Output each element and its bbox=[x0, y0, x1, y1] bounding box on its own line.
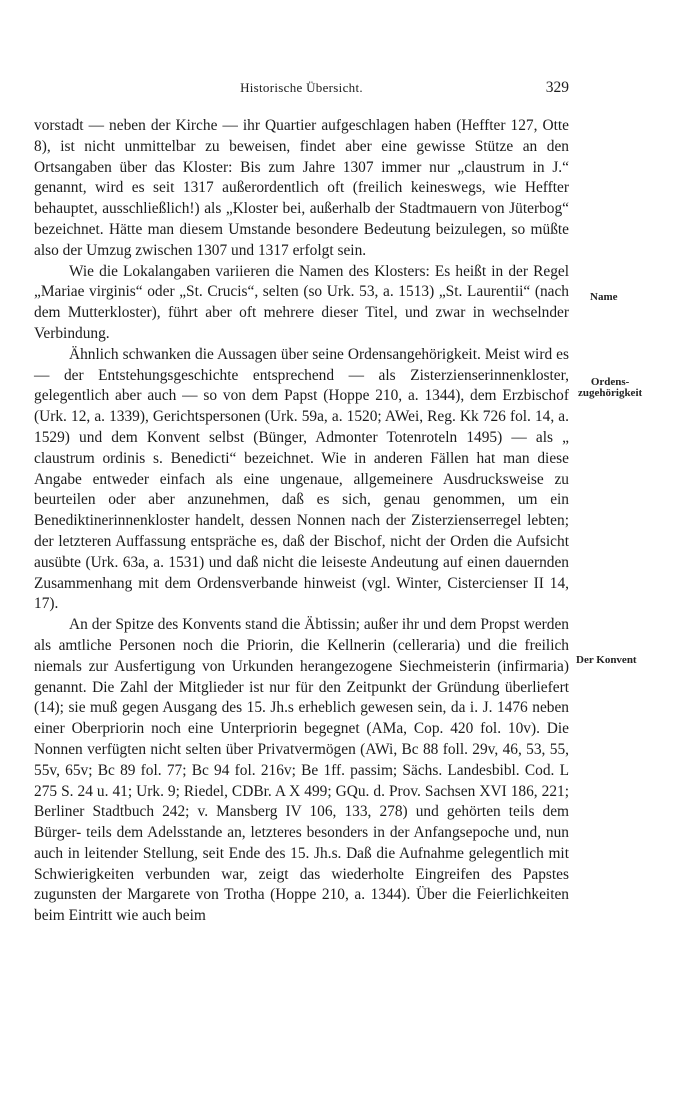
paragraph-ordenszugehoerigkeit: Ähnlich schwanken die Aussagen über seine Ordensangehörigkeit. Meist wird es — der Entstehungsgeschichte entsprechend — als Zisterzienserinnenkloster, gelegentlich aber auch — so von dem Papst (Hoppe 210, a. 1344), dem Erzbischof (Urk. 12, a. 1339), Gerichtspersonen (Urk. 59a, a. 1520; AWei, Reg. Kk 726 fol. 14, a. 1529) und dem Konvent selbst (Bünger, Admonter Totenroteln 1495) — als „ claustrum ordinis s. Benedicti“ bezeichnet. Wie in anderen Fällen hat man diese Angabe entweder einfach als eine ungenaue, allgemeinere Ausdrucksweise zu beurteilen oder aber anzunehmen, daß es sich, genau genommen, um ein Benediktinerinnenkloster handelt, dessen Nonnen nach der Zisterzienserregel lebten; der letzteren Auffassung entspräche es, daß der Bischof, nicht der Orden die Aufsicht ausübte (Urk. 63a, a. 1531) und daß nicht die leiseste Andeutung auf einen dauernden Zusammenhang mit dem Ordensverbande hinweist (vgl. Winter, Cistercienser II 14, 17). bbox=[34, 345, 569, 613]
margin-note-name: Name bbox=[590, 291, 618, 303]
paragraph-name: Wie die Lokalangaben variieren die Namen des Klosters: Es heißt in der Regel „Mariae virginis“ oder „St. Crucis“, selten (so Urk. 53, a. 1513) „St. Laurentii“ (nach dem Mutterkloster), führt aber oft mehrere dieser Titel, und zwar in wechselnder Verbindung. bbox=[34, 262, 569, 342]
page-number: 329 bbox=[545, 79, 569, 96]
body-text bbox=[34, 116, 569, 927]
paragraph-continuation: vorstadt — neben der Kirche — ihr Quartier aufgeschlagen haben (Heffter 127, Otte 8), ist nicht unmittelbar zu beweisen, findet aber eine gewisse Stütze an den Ortsangaben über das Kloster: Bis zum Jahre 1307 immer nur „claustrum in J.“ genannt, wird es seit 1317 außerordentlich oft (freilich keineswegs, wie Heffter behauptet, ausschließlich!) als „Kloster bei, außerhalb der Stadtmauern von Jüterbog“ bezeichnet. Hätte man diesem Umstande besondere Bedeutung beizulegen, so müßte also der Umzug zwischen 1307 und 1317 erfolgt sein. bbox=[34, 117, 569, 259]
margin-note-konvent: Der Konvent bbox=[576, 654, 637, 666]
paragraph-konvent: An der Spitze des Konvents stand die Äbtissin; außer ihr und dem Propst werden als amtliche Personen noch die Priorin, die Kellnerin (celleraria) und die freilich niemals zur Ausfertigung von Urkunden herangezogene Siechmeisterin (infirmaria) genannt. Die Zahl der Mitglieder ist nur für den Zeitpunkt der Gründung überliefert (14); sie muß gegen Ausgang des 15. Jh.s erheblich gewesen sein, da i. J. 1476 neben einer Oberpriorin noch eine Unterpriorin begegnet (AMa, Cop. 420 fol. 10v). Die Nonnen verfügten nicht selten über Privatvermögen (AWi, Bc 88 foll. 29v, 46, 53, 55, 55v, 65v; Bc 89 fol. 77; Bc 94 fol. 216v; Be 1ff. passim; Sächs. Landesbibl. Cod. L 275 S. 24 u. 41; Urk. 9; Riedel, CDBr. A X 499; GQu. d. Prov. Sachsen XVI 186, 221; Berliner Stadtbuch 242; v. Mansberg IV 106, 133, 278) und gehörten teils dem Bürger- teils dem Adelsstande an, letzteres besonders in der Anfangsepoche und, nun auch in leitender Stellung, seit Ende des 15. Jh.s. Daß die Aufnahme gelegentlich mit Schwierigkeiten verbunden war, zeigt das wiederholte Eingreifen des Papstes zugunsten der Margarete von Trotha (Hoppe 210, a. 1344). Über die Feierlichkeiten beim Eintritt wie auch beim bbox=[34, 616, 569, 925]
margin-note-ordenszugehoerigkeit: Ordens- zugehörigkeit bbox=[578, 376, 643, 399]
running-title: Historische Übersicht. bbox=[240, 80, 363, 95]
page-header bbox=[34, 76, 569, 100]
